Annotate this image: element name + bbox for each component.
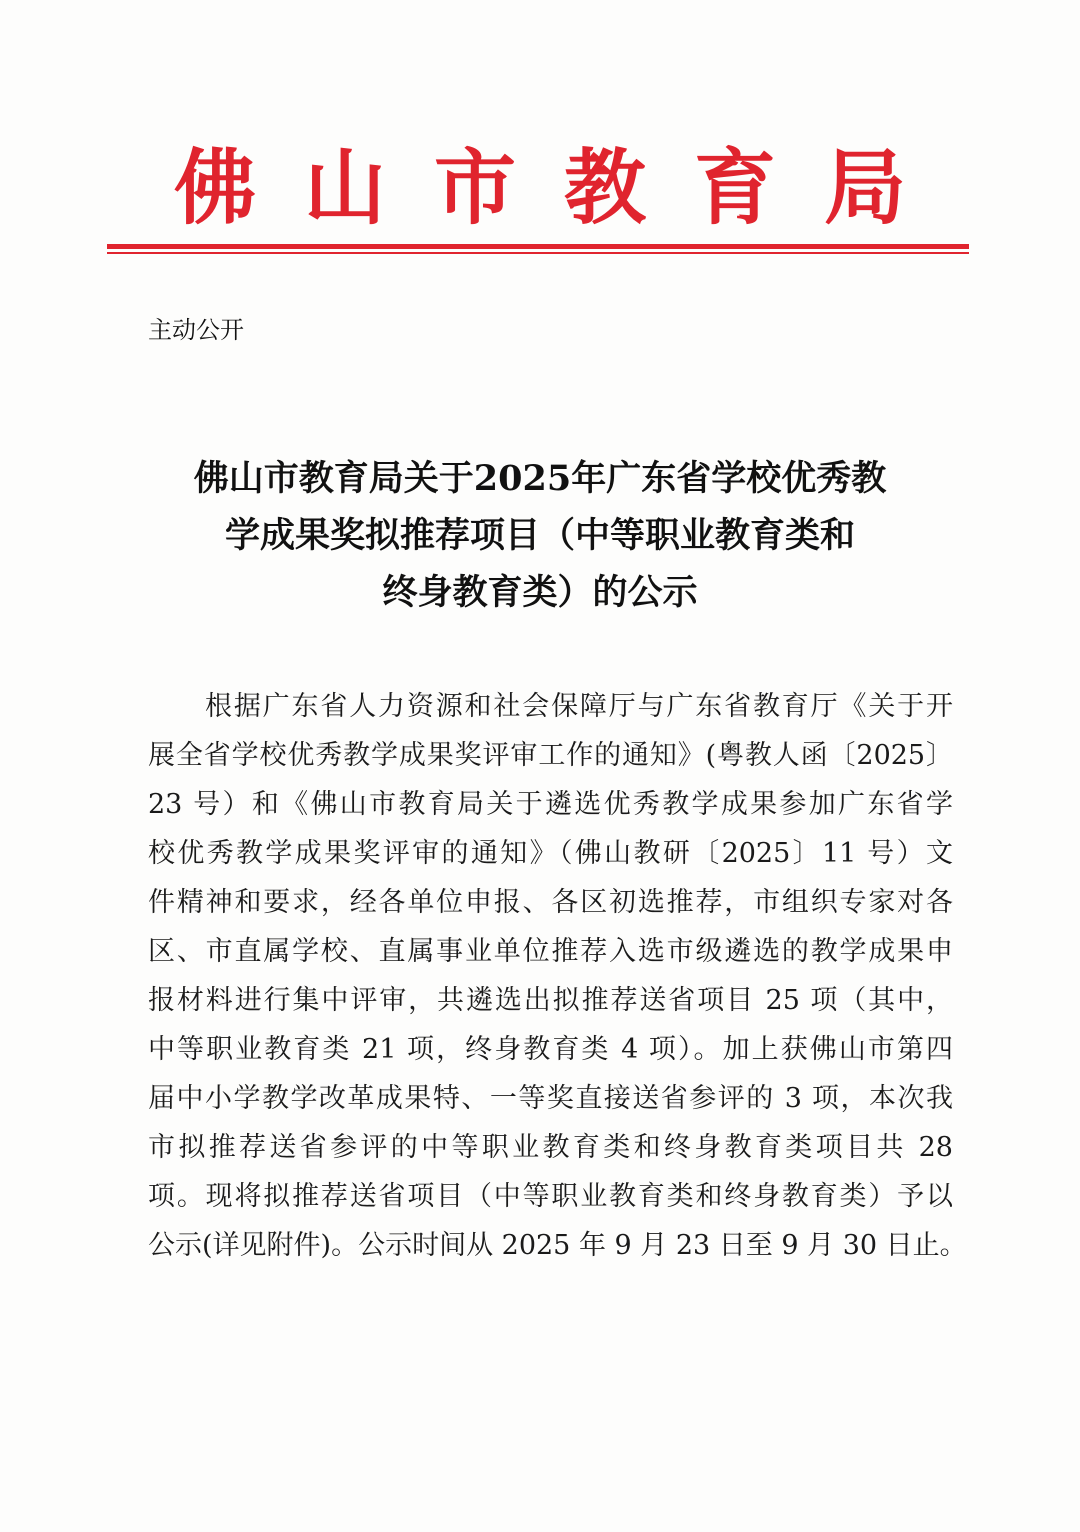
disclosure-label: 主动公开 bbox=[148, 316, 244, 344]
title-line: 学成果奖拟推荐项目（中等职业教育类和 bbox=[224, 515, 855, 556]
letterhead-rule-thick bbox=[107, 244, 969, 249]
body-line: 区、市直属学校、直属事业单位推荐入选市级遴选的教学成果申 bbox=[148, 936, 953, 967]
document-title bbox=[140, 450, 940, 621]
body-line: 项。现将拟推荐送省项目（中等职业教育类和终身教育类）予以 bbox=[148, 1181, 953, 1212]
body-line: 展全省学校优秀教学成果奖评审工作的通知》(粤教人函〔2025〕 bbox=[148, 740, 953, 771]
letterhead-rule-thin bbox=[107, 252, 969, 254]
body-line: 届中小学教学改革成果特、一等奖直接送省参评的 3 项，本次我 bbox=[148, 1083, 953, 1114]
body-line: 23 号）和《佛山市教育局关于遴选优秀教学成果参加广东省学 bbox=[148, 789, 953, 820]
body-line: 市拟推荐送省参评的中等职业教育类和终身教育类项目共 28 bbox=[148, 1132, 953, 1163]
title-line: 终身教育类）的公示 bbox=[382, 572, 698, 613]
body-line: 校优秀教学成果奖评审的通知》（佛山教研〔2025〕11 号）文 bbox=[148, 838, 953, 869]
agency-letterhead: 佛山市教育局 bbox=[173, 140, 954, 236]
title-line: 佛山市教育局关于2025年广东省学校优秀教 bbox=[193, 458, 887, 499]
body-line: 件精神和要求，经各单位申报、各区初选推荐，市组织专家对各 bbox=[148, 887, 953, 918]
body-line: 报材料进行集中评审，共遴选出拟推荐送省项目 25 项（其中， bbox=[148, 985, 953, 1016]
body-line: 中等职业教育类 21 项，终身教育类 4 项）。加上获佛山市第四 bbox=[148, 1034, 953, 1065]
body-line: 公示(详见附件)。公示时间从 2025 年 9 月 23 日至 9 月 30 日止。 bbox=[148, 1230, 967, 1261]
body-line: 根据广东省人力资源和社会保障厅与广东省教育厅《关于开 bbox=[205, 691, 953, 722]
body-paragraph bbox=[148, 682, 967, 1270]
